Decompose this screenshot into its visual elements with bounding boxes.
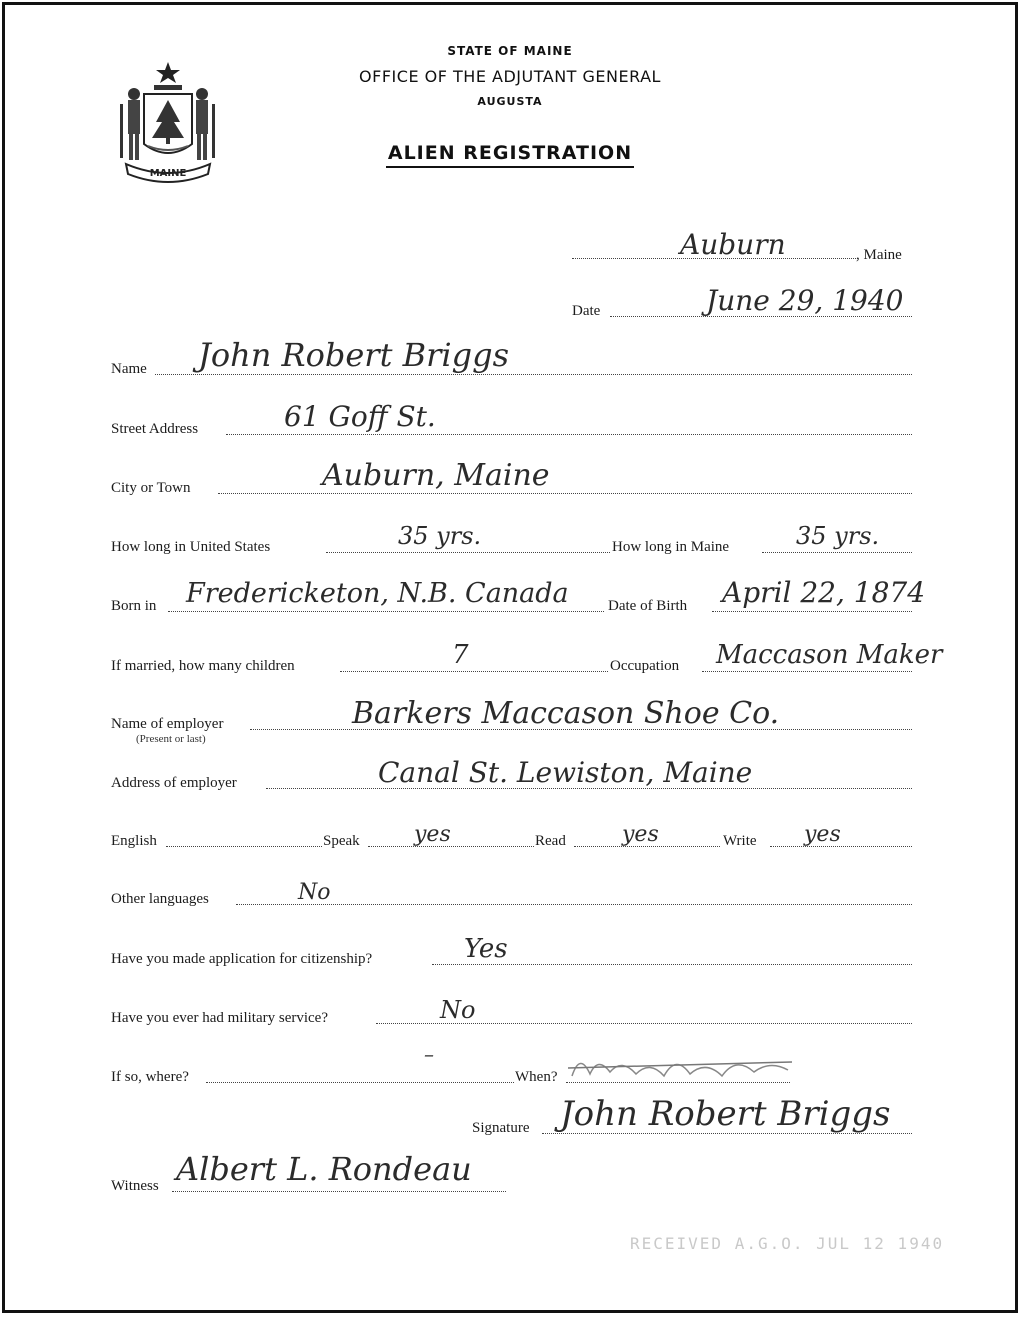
state-seal-logo bbox=[112, 58, 224, 188]
english-label: English bbox=[111, 833, 157, 849]
date-of-birth-label: Date of Birth bbox=[608, 598, 688, 614]
header-state: STATE OF MAINE bbox=[447, 44, 573, 58]
svg-text:MAINE: MAINE bbox=[149, 168, 187, 179]
write-line bbox=[770, 846, 912, 847]
town-value: Auburn bbox=[680, 228, 786, 261]
if-so-where-label: If so, where? bbox=[111, 1069, 189, 1085]
born-in-value: Fredericketon, N.B. Canada bbox=[186, 578, 569, 609]
name-line bbox=[155, 374, 912, 375]
name-value: John Robert Briggs bbox=[198, 336, 510, 374]
signature-value: John Robert Briggs bbox=[560, 1094, 891, 1134]
how-long-maine-label: How long in Maine bbox=[612, 539, 730, 555]
street-line bbox=[226, 434, 912, 435]
other-languages-value: No bbox=[298, 880, 331, 905]
how-long-maine-line bbox=[762, 552, 912, 553]
signature-label: Signature bbox=[472, 1120, 530, 1136]
city-value: Auburn, Maine bbox=[322, 458, 550, 493]
other-languages-label: Other languages bbox=[111, 891, 209, 907]
military-value: No bbox=[440, 996, 476, 1024]
header-city: AUGUSTA bbox=[477, 95, 543, 108]
city-label: City or Town bbox=[111, 480, 191, 496]
citizenship-line bbox=[432, 964, 912, 965]
children-line bbox=[340, 671, 608, 672]
occupation-line bbox=[702, 671, 912, 672]
employer-value: Barkers Maccason Shoe Co. bbox=[352, 696, 780, 731]
military-label: Have you ever had military service? bbox=[111, 1010, 328, 1026]
if-so-where-value: – bbox=[424, 1042, 434, 1066]
witness-line bbox=[172, 1191, 506, 1192]
occupation-value: Maccason Maker bbox=[716, 640, 943, 670]
speak-label: Speak bbox=[323, 833, 360, 849]
born-in-label: Born in bbox=[111, 598, 157, 614]
speak-line bbox=[368, 846, 534, 847]
employer-address-value: Canal St. Lewiston, Maine bbox=[378, 756, 753, 789]
occupation-label: Occupation bbox=[610, 658, 680, 674]
born-in-line bbox=[168, 611, 604, 612]
write-label: Write bbox=[723, 833, 757, 849]
street-label: Street Address bbox=[111, 421, 199, 437]
form-title: ALIEN REGISTRATION bbox=[300, 142, 720, 164]
if-so-where-line bbox=[206, 1082, 514, 1083]
read-label: Read bbox=[535, 833, 566, 849]
date-of-birth-value: April 22, 1874 bbox=[722, 576, 926, 609]
how-long-us-label: How long in United States bbox=[111, 539, 271, 555]
how-long-us-value: 35 yrs. bbox=[398, 522, 482, 550]
street-value: 61 Goff St. bbox=[284, 400, 436, 433]
date-of-birth-line bbox=[712, 611, 912, 612]
date-label: Date bbox=[572, 303, 601, 319]
how-long-maine-value: 35 yrs. bbox=[796, 522, 880, 550]
english-line bbox=[166, 846, 322, 847]
crossed-out-scribble bbox=[566, 1046, 796, 1086]
write-value: yes bbox=[804, 822, 841, 847]
children-value: 7 bbox=[452, 640, 469, 670]
how-long-us-line bbox=[326, 552, 610, 553]
employer-label: Name of employer bbox=[111, 716, 224, 732]
header-office: OFFICE OF THE ADJUTANT GENERAL bbox=[359, 67, 661, 86]
citizenship-value: Yes bbox=[464, 934, 508, 964]
name-label: Name bbox=[111, 361, 147, 377]
speak-value: yes bbox=[414, 822, 451, 847]
date-value: June 29, 1940 bbox=[706, 284, 904, 317]
maine-label: , Maine bbox=[856, 247, 902, 263]
employer-address-label: Address of employer bbox=[111, 775, 237, 791]
employer-note: (Present or last) bbox=[136, 733, 206, 745]
read-value: yes bbox=[622, 822, 659, 847]
when-label: When? bbox=[515, 1069, 558, 1085]
citizenship-label: Have you made application for citizenship? bbox=[111, 951, 373, 967]
witness-value: Albert L. Rondeau bbox=[176, 1150, 472, 1188]
other-languages-line bbox=[236, 904, 912, 905]
received-stamp: RECEIVED A.G.O. JUL 12 1940 bbox=[630, 1234, 945, 1253]
children-label: If married, how many children bbox=[111, 658, 295, 674]
city-line bbox=[218, 493, 912, 494]
witness-label: Witness bbox=[111, 1178, 159, 1194]
